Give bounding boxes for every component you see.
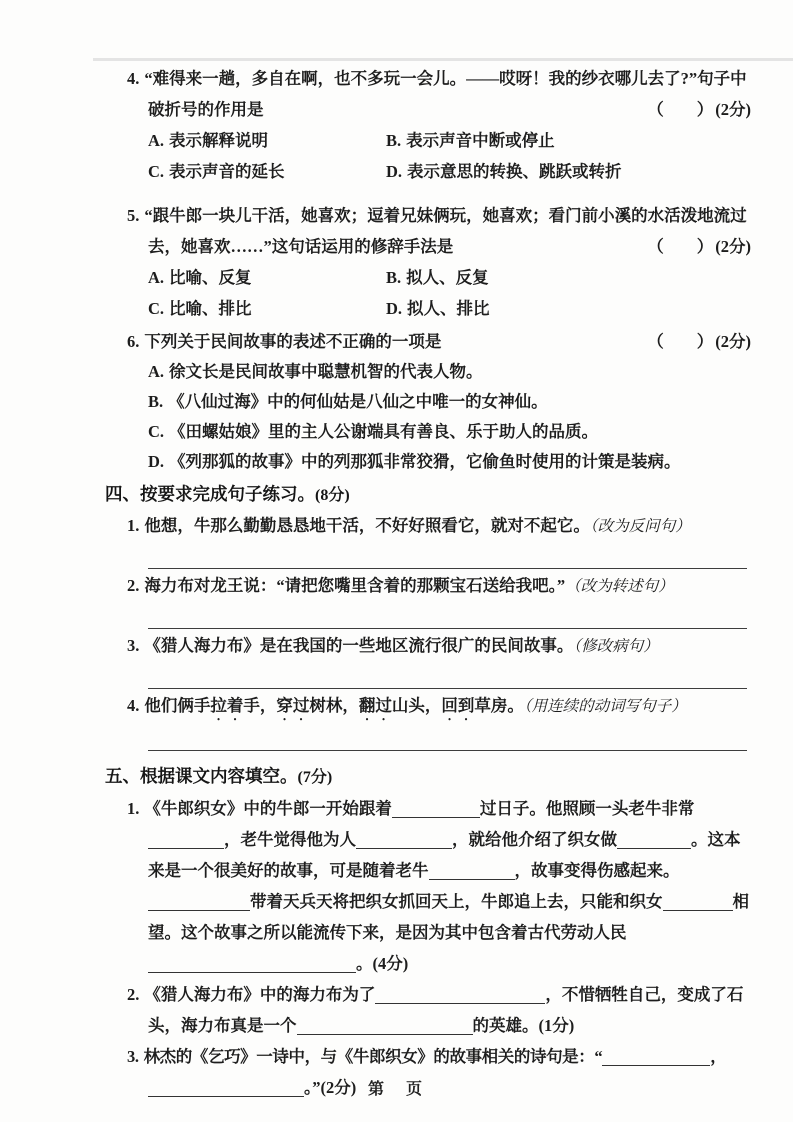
- option-c: [148, 417, 751, 447]
- mc-question-5: [127, 200, 751, 324]
- mc-question-4: [127, 63, 751, 187]
- options-grid: [148, 262, 751, 324]
- fill-item-1: [127, 793, 751, 979]
- option-d: [386, 293, 751, 324]
- item-text: 相望。这个故事之所以能流传下来，是因为其中包含着古代劳动人民: [148, 892, 749, 942]
- option-text: 表示声音中断或停止: [406, 131, 555, 150]
- fill-blank: [148, 843, 224, 849]
- option-label: B.: [148, 392, 164, 411]
- fill-text: [127, 793, 751, 979]
- option-c: [148, 293, 386, 324]
- option-text: 表示解释说明: [169, 131, 269, 150]
- item-text: 的英雄。: [472, 1016, 539, 1035]
- option-text: 比喻、排比: [169, 299, 252, 318]
- answer-bracket-score: [647, 327, 751, 357]
- fill-blank: [148, 967, 356, 973]
- score-label: (1分): [538, 1016, 575, 1035]
- answer-line: [148, 664, 747, 689]
- score-label: (4分): [372, 954, 409, 973]
- item-text: 过日子。他照顾一头老牛非常: [479, 799, 695, 818]
- answer-bracket: （ ）: [647, 237, 714, 256]
- exercise-text-row: [127, 511, 751, 542]
- item-number: 4.: [127, 696, 140, 715]
- item-text: 林杰的《乞巧》一诗中，与《牛郎织女》的故事相关的诗句是：“: [143, 1047, 603, 1066]
- option-text: 表示意思的转换、跳跃或转折: [407, 162, 622, 181]
- question-number: 5.: [127, 206, 140, 225]
- emphasized-word: 穿过: [276, 696, 310, 715]
- item-text: ，故事变得伤感起来。: [514, 861, 680, 880]
- option-b: [386, 125, 751, 156]
- item-note: （用连续的动词写句子）: [523, 698, 687, 715]
- option-b: [148, 387, 751, 417]
- answer-line: [148, 544, 747, 569]
- option-label: C.: [148, 162, 165, 181]
- option-text: 《八仙过海》中的何仙姑是八仙之中唯一的女神仙。: [168, 392, 548, 411]
- option-label: A.: [148, 131, 165, 150]
- item-note: （修改病句）: [573, 638, 659, 655]
- answer-bracket: （ ）: [647, 332, 714, 351]
- score-label: (2分): [715, 100, 751, 119]
- question-stem: “难得来一趟，多自在啊，也不多玩一会儿。——哎呀！我的纱衣哪儿去了?”句子中破折号的作用是: [144, 69, 747, 119]
- fill-blank: [617, 843, 691, 849]
- item-text: 海力布对龙王说：“请把您嘴里含着的那颗宝石送给我吧。”: [144, 576, 566, 595]
- option-c: [148, 156, 386, 187]
- item-text: 。”: [304, 1078, 321, 1097]
- option-label: C.: [148, 299, 165, 318]
- emphasized-word: 翻过: [358, 696, 392, 715]
- item-text: 草房。: [474, 696, 524, 715]
- exercise-item-4: [127, 691, 751, 724]
- option-text: 比喻、反复: [169, 268, 252, 287]
- option-label: A.: [148, 362, 165, 381]
- answer-bracket-score: [647, 94, 751, 125]
- item-text: 。这本来是一个很美好的故事，可是随着老牛: [148, 830, 741, 880]
- section-sentence-exercises: [105, 479, 751, 751]
- item-text: 。: [356, 954, 373, 973]
- option-label: B.: [386, 268, 402, 287]
- option-text: 表示声音的延长: [169, 162, 285, 181]
- section-title-text: 四、按要求完成句子练习。: [105, 484, 315, 504]
- option-label: D.: [386, 299, 403, 318]
- answer-bracket-score: [647, 231, 751, 262]
- item-text: ，不惜牺牲自己，变成了石头，海力布真是一个: [148, 985, 744, 1035]
- option-label: D.: [386, 162, 403, 181]
- section-score: (7分): [297, 769, 333, 786]
- exercise-item-3: [127, 631, 751, 662]
- item-text: ，: [710, 1047, 727, 1066]
- fill-text-line-1: [127, 1041, 751, 1072]
- item-number: 3.: [127, 1047, 139, 1066]
- fill-blank: [602, 1060, 710, 1066]
- mc-question-6: [127, 327, 751, 477]
- question-number: 4.: [127, 69, 140, 88]
- option-d: [386, 156, 751, 187]
- option-text: 《列那狐的故事》中的列那狐非常狡猾，它偷鱼时使用的计策是装病。: [169, 452, 681, 471]
- options-grid: [148, 125, 751, 187]
- item-note: （改为反问句）: [589, 518, 691, 535]
- question-stem-row: [127, 200, 751, 262]
- emphasized-word: 拉着: [210, 696, 244, 715]
- answer-bracket: （ ）: [647, 100, 714, 119]
- item-text: 《牛郎织女》中的牛郎一开始跟着: [144, 799, 392, 818]
- item-text: ，老牛觉得他为人: [224, 830, 356, 849]
- emphasized-word: 回到: [441, 696, 475, 715]
- exercise-text-row: [127, 691, 751, 724]
- option-text: 拟人、反复: [406, 268, 489, 287]
- option-label: C.: [148, 422, 165, 441]
- item-number: 3.: [127, 636, 140, 655]
- fill-blank: [392, 812, 480, 818]
- exercise-item-1: [127, 511, 751, 542]
- option-text: 《田螺姑娘》里的主人公谢端具有善良、乐于助人的品质。: [169, 422, 599, 441]
- option-b: [386, 262, 751, 293]
- fill-blank: [356, 843, 452, 849]
- fill-text: [127, 979, 751, 1041]
- section-title: [105, 761, 751, 793]
- page-content: [105, 63, 751, 1103]
- item-text: 带着天兵天将把织女抓回天上，牛郎追上去，只能和织女: [250, 892, 663, 911]
- item-text: 他想，牛那么勤勤恳恳地干活，不好好照看它，就对不起它。: [144, 516, 590, 535]
- option-text: 徐文长是民间故事中聪慧机智的代表人物。: [169, 362, 483, 381]
- question-stem: 下列关于民间故事的表述不正确的一项是: [144, 332, 442, 351]
- question-stem-row: [127, 327, 751, 357]
- exercise-text-row: [127, 631, 751, 662]
- question-stem-row: [127, 63, 751, 125]
- section-fill-in-blanks: [105, 761, 751, 1103]
- options-list: [148, 357, 751, 477]
- question-stem: “跟牛郎一块儿干活，她喜欢；逗着兄妹俩玩，她喜欢；看门前小溪的水活泼地流过去，她喜欢……”这句话运用的修辞手法是: [144, 206, 747, 256]
- fill-item-2: [127, 979, 751, 1041]
- page-footer: 第 页: [367, 1081, 425, 1098]
- answer-line: [148, 726, 747, 751]
- fill-blank: [663, 905, 733, 911]
- score-label: (2分): [715, 237, 751, 256]
- question-number: 6.: [127, 332, 140, 351]
- item-text: 树林，: [309, 696, 359, 715]
- item-text: 《猎人海力布》中的海力布为了: [144, 985, 376, 1004]
- item-number: 2.: [127, 985, 140, 1004]
- item-text: ，就给他介绍了织女做: [452, 830, 617, 849]
- item-note: （改为转述句）: [565, 578, 674, 595]
- item-text: 他们俩手: [144, 696, 211, 715]
- section-score: (8分): [315, 487, 350, 504]
- section-title: [105, 479, 751, 511]
- fill-blank: [429, 874, 515, 880]
- exercise-item-2: [127, 571, 751, 602]
- option-a: [148, 262, 386, 293]
- exercise-text-row: [127, 571, 751, 602]
- score-label: (2分): [715, 332, 751, 351]
- option-a: [148, 357, 751, 387]
- item-number: 2.: [127, 576, 140, 595]
- item-text: 山头，: [391, 696, 442, 715]
- option-label: B.: [386, 131, 402, 150]
- option-a: [148, 125, 386, 156]
- section-title-text: 五、根据课文内容填空。: [105, 766, 298, 786]
- item-text: 《猎人海力布》是在我国的一些地区流行很广的民间故事。: [144, 636, 574, 655]
- item-number: 1.: [127, 799, 140, 818]
- fill-blank: [148, 905, 250, 911]
- answer-line: [148, 604, 747, 629]
- fill-blank: [375, 998, 545, 1004]
- score-label: (2分): [320, 1078, 357, 1097]
- fill-blank: [297, 1029, 473, 1035]
- item-number: 1.: [127, 516, 140, 535]
- option-d: [148, 447, 751, 477]
- option-label: D.: [148, 452, 165, 471]
- item-text: 手，: [243, 696, 277, 715]
- option-label: A.: [148, 268, 165, 287]
- header-divider: [93, 58, 793, 61]
- option-text: 拟人、排比: [407, 299, 490, 318]
